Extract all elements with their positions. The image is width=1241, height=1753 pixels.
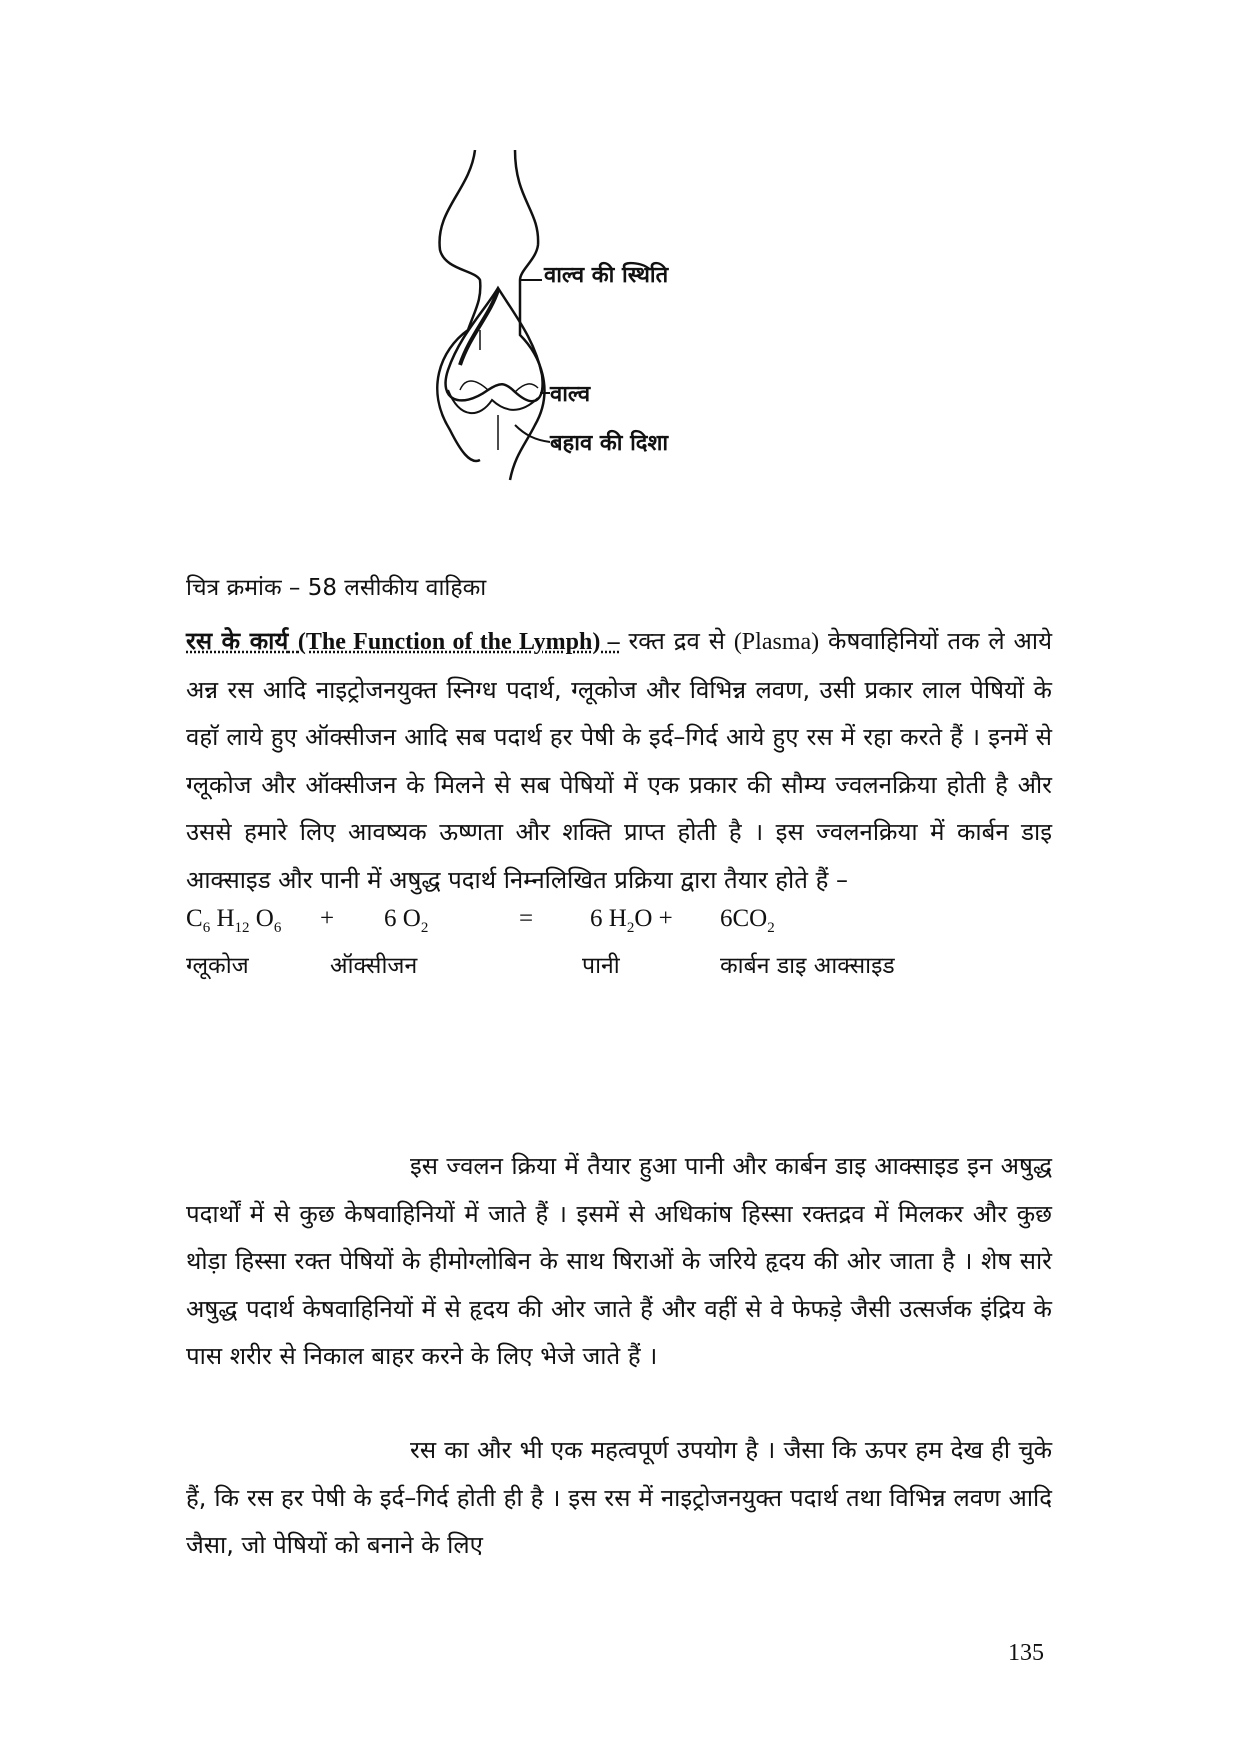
lymph-vessel-illustration: [420, 150, 820, 520]
plasma-term: (Plasma): [733, 629, 820, 655]
paragraph-2: इस ज्वलन क्रिया में तैयार हुआ पानी और कार्बन डाइ आक्साइड इन अषुद्ध पदार्थों में से कुछ केषवाहिनियों में जाते हैं । इसमें से अधिकांष हिस्सा रक्तद्रव में मिलकर और कुछ थोड़ा हिस्सा रक्त पेषियों के हीमोग्लोबिन के साथ षिराओं के जरिये हृदय की ओर जाता है । शेष सारे अषुद्ध पदार्थ केषवाहिनियों में से हृदय की ओर जाते हैं और वहीं से वे फेफड़े जैसी उत्सर्जक इंद्रिय के पास शरीर से निकाल बाहर करने के लिए भेजे जाते हैं ।: [186, 1152, 1052, 1370]
name-glucose: ग्लूकोज: [186, 953, 249, 979]
section-heading-hindi: रस के कार्य: [186, 627, 289, 655]
label-flow-direction: बहाव की दिशा: [550, 431, 669, 456]
page-number: 135: [1008, 1640, 1044, 1666]
equals-sign: =: [519, 905, 534, 932]
figure-caption: चित्र क्रमांक – 58 लसीकीय वाहिका: [186, 575, 487, 601]
section-heading: [186, 627, 620, 655]
equation-names: [186, 948, 1052, 992]
formula-water: 6 $H_2O$ +: [590, 905, 673, 936]
name-co2: कार्बन डाइ आक्साइड: [720, 953, 895, 979]
formula-co2: $6CO_2$: [720, 905, 775, 936]
formula-glucose: $C_6$ $H_{12}$ $O_6$: [186, 905, 282, 936]
paragraph-3: रस का और भी एक महत्वपूर्ण उपयोग है । जैसा कि ऊपर हम देख ही चुके हैं, कि रस हर पेषी के इर्द–गिर्द होती ही है । इस रस में नाइट्रोजनयुक्त पदार्थ तथा विभिन्न लवण आदि जैसा, जो पेषियों को बनाने के लिए: [186, 1436, 1052, 1559]
chemical-equation: [186, 905, 1052, 949]
section-paragraph: [186, 618, 1052, 904]
name-oxygen: ऑक्सीजन: [330, 953, 418, 979]
section-heading-english: (The Function of the Lymph) –: [297, 629, 620, 655]
valve-flap-line: [460, 381, 488, 390]
label-valve: वाल्व: [550, 382, 591, 407]
name-water: पानी: [582, 953, 620, 979]
intro-text: रक्त द्रव से: [619, 627, 734, 655]
formula-oxygen: 6 $O_2$: [384, 905, 429, 936]
valve-flap-line: [515, 384, 538, 392]
lymph-vessel-diagram: [420, 150, 820, 520]
vessel-left-wall: [437, 150, 480, 461]
section-body: केषवाहिनियों तक ले आये अन्न रस आदि नाइट्रोजनयुक्त स्निग्ध पदार्थ, ग्लूकोज और विभिन्न लवण, उसी प्रकार लाल पेषियों के वहाॅ लाये हुए ऑक्सीजन आदि सब पदार्थ हर पेषी के इर्द–गिर्द आये हुए रस में रहा करते हैं । इनमें से ग्लूकोज और ऑक्सीजन के मिलने से सब पेषियों में एक प्रकार की सौम्य ज्वलनक्रिया होती है और उससे हमारे लिए आवष्यक ऊष्णता और शक्ति प्राप्त होती है । इस ज्वलनक्रिया में कार्बन डाइ आक्साइड और पानी में अषुद्ध पदार्थ निम्नलिखित प्रक्रिया द्वारा तैयार होते हैं –: [186, 627, 1053, 894]
plus-sign: +: [320, 905, 335, 932]
label-valve-position: वाल्व की स्थिति: [544, 263, 669, 288]
